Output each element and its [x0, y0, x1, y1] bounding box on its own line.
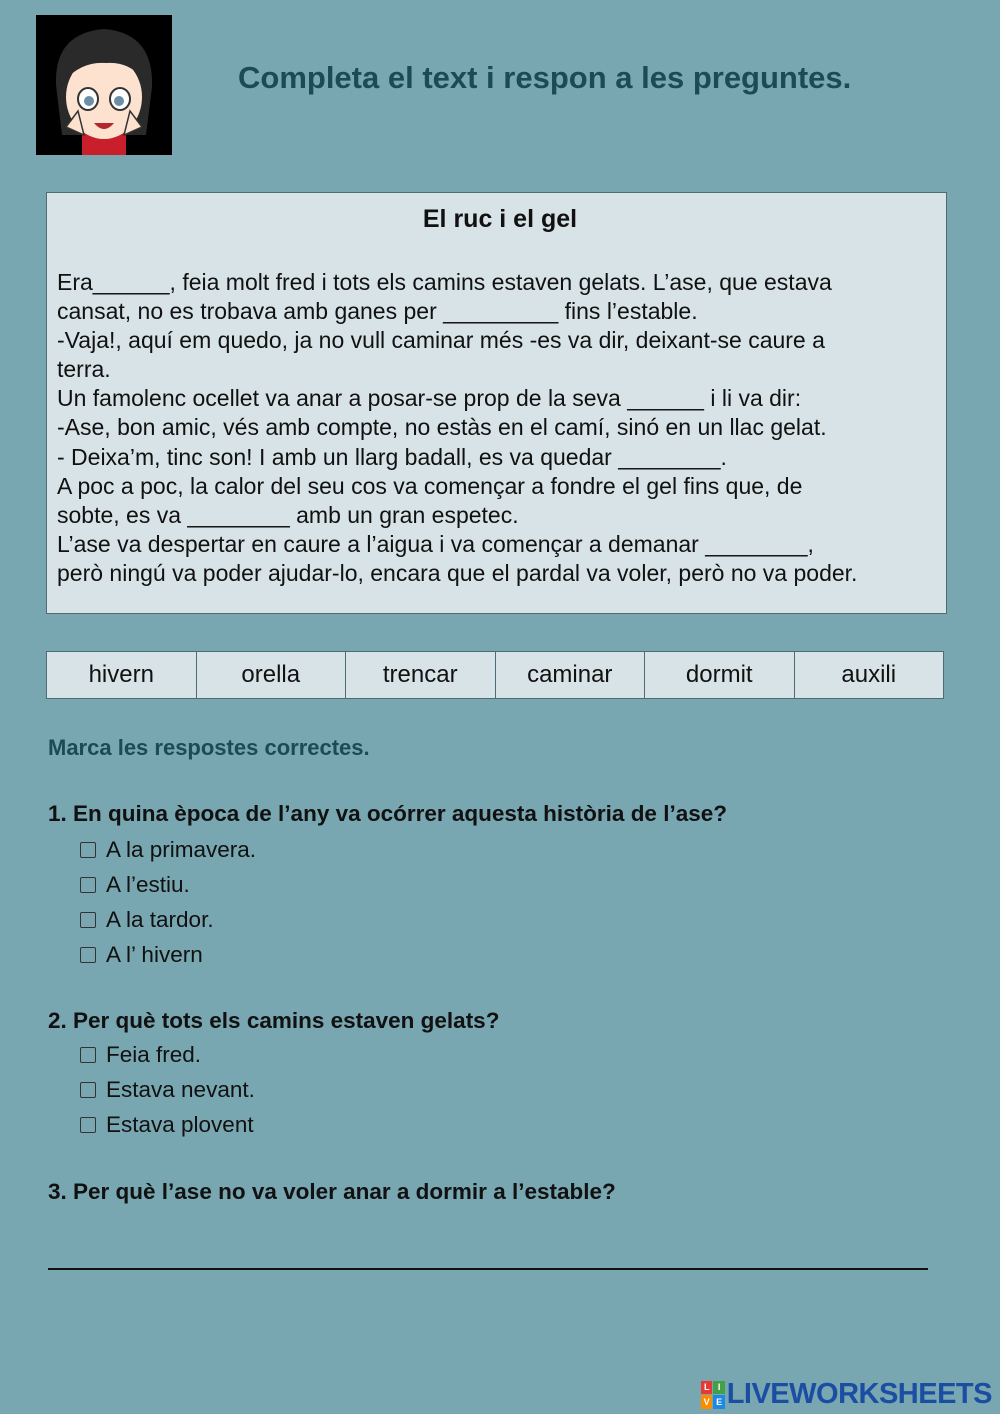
question-2-options: [80, 1038, 255, 1142]
story-title: El ruc i el gel: [422, 205, 578, 233]
option-label: Estava nevant.: [106, 1077, 255, 1103]
answer-input-line[interactable]: [48, 1268, 928, 1270]
story-line: -Ase, bon amic, vés amb compte, no estàs en el camí, sinó en un llac gelat.: [57, 414, 827, 441]
checkbox-icon[interactable]: [80, 947, 96, 963]
answer-option[interactable]: [80, 833, 256, 868]
story-text: [57, 268, 937, 588]
story-line: però ningú va poder ajudar-lo, encara que el pardal va voler, però no va poder.: [57, 559, 858, 586]
story-line[interactable]: sobte, es va ________ amb un gran espetec.: [57, 501, 519, 528]
brand-logo-icon: [701, 1381, 725, 1409]
option-label: Feia fred.: [106, 1042, 202, 1068]
story-line: A poc a poc, la calor del seu cos va començar a fondre el gel fins que, de: [57, 472, 803, 499]
story-line[interactable]: Era______, feia molt fred i tots els camins estaven gelats. L’ase, que estava: [57, 269, 832, 295]
word-bank-item[interactable]: caminar: [496, 652, 646, 698]
logo-letter: V: [701, 1395, 713, 1409]
instruction-heading: Marca les respostes correctes.: [48, 735, 370, 760]
question-3: 3. Per què l’ase no va voler anar a dormir a l’estable?: [48, 1179, 616, 1204]
answer-option[interactable]: [80, 868, 256, 903]
word-bank-item[interactable]: trencar: [346, 652, 496, 698]
word-bank-item[interactable]: hivern: [47, 652, 197, 698]
story-line[interactable]: L’ase va despertar en caure a l’aigua i va començar a demanar ________,: [57, 530, 814, 557]
checkbox-icon[interactable]: [80, 912, 96, 928]
answer-option[interactable]: [80, 1108, 255, 1143]
option-label: A la primavera.: [106, 837, 257, 863]
checkbox-icon[interactable]: [80, 1117, 96, 1133]
word-bank-item[interactable]: orella: [197, 652, 347, 698]
word-bank: [46, 651, 944, 699]
story-line: terra.: [57, 356, 111, 383]
option-label: Estava plovent: [106, 1111, 254, 1137]
checkbox-icon[interactable]: [80, 877, 96, 893]
word-bank-item[interactable]: auxili: [841, 661, 897, 688]
option-label: A l’estiu.: [106, 872, 190, 898]
checkbox-icon[interactable]: [80, 842, 96, 858]
answer-option[interactable]: [80, 1073, 255, 1108]
answer-option[interactable]: [80, 937, 256, 972]
story-line[interactable]: cansat, no es trobava amb ganes per _________ fins l’estable.: [57, 298, 698, 325]
liveworksheets-logo: [701, 1378, 992, 1411]
cartoon-girl-avatar-icon: [36, 15, 172, 155]
page-title: Completa el text i respon a les preguntes.: [238, 60, 852, 95]
brand-name: LIVEWORKSHEETS: [726, 1378, 992, 1410]
question-1-options: [80, 833, 256, 972]
avatar: [36, 15, 172, 155]
answer-option[interactable]: [80, 1038, 255, 1073]
answer-option[interactable]: [80, 903, 256, 938]
logo-letter: E: [713, 1395, 725, 1409]
story-line: -Vaja!, aquí em quedo, ja no vull caminar més -es va dir, deixant-se caure a: [57, 327, 825, 354]
story-line[interactable]: - Deixa’m, tinc son! I amb un llarg badall, es va quedar ________.: [57, 443, 727, 470]
checkbox-icon[interactable]: [80, 1082, 96, 1098]
option-label: A l’ hivern: [106, 941, 203, 967]
question-1: 1. En quina època de l’any va ocórrer aquesta història de l’ase?: [48, 801, 727, 826]
story-line[interactable]: Un famolenc ocellet va anar a posar-se prop de la seva ______ i li va dir:: [57, 385, 802, 412]
logo-letter: L: [701, 1381, 713, 1395]
word-bank-item[interactable]: dormit: [645, 652, 795, 698]
option-label: A la tardor.: [106, 906, 214, 932]
question-2: 2. Per què tots els camins estaven gelats?: [48, 1008, 500, 1033]
logo-letter: I: [713, 1381, 725, 1395]
checkbox-icon[interactable]: [80, 1047, 96, 1063]
